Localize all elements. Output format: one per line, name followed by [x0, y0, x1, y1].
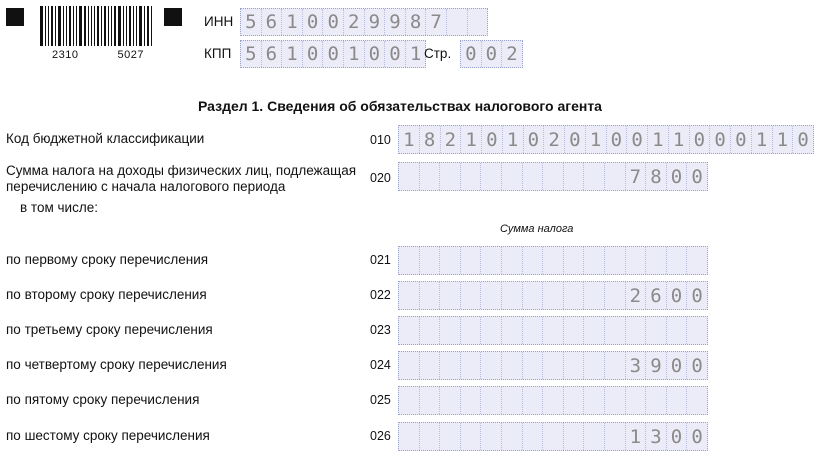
term-code-026: 026	[370, 429, 391, 443]
barcode-bar	[118, 6, 121, 46]
digit-cell: 0	[481, 41, 502, 67]
digit-cell: 0	[686, 163, 707, 190]
digit-cell	[501, 317, 522, 344]
term-label-025: по пятому сроку перечисления	[6, 392, 200, 407]
digit-cell	[625, 387, 646, 414]
barcode-bar	[84, 6, 86, 46]
digit-cell	[419, 387, 440, 414]
digit-cell: 0	[364, 41, 385, 67]
term-label-023: по третьему сроку перечисления	[6, 322, 213, 337]
digit-cell	[686, 317, 707, 344]
digit-cell: 1	[403, 128, 415, 151]
digit-cell	[480, 423, 501, 450]
digit-cell	[460, 282, 481, 309]
digit-cell: 0	[626, 126, 647, 153]
digit-cell: 0	[686, 423, 707, 450]
digit-cell	[583, 247, 604, 274]
digit-cell: 0	[666, 423, 687, 450]
page-label: Стр.	[424, 46, 452, 61]
digit-cell: 3	[645, 423, 666, 450]
digit-cell	[645, 387, 666, 414]
digit-cell: 0	[481, 126, 502, 153]
digit-cell	[563, 352, 584, 379]
digit-cell	[446, 9, 467, 35]
digit-cell	[501, 282, 522, 309]
digit-cell	[399, 317, 419, 344]
digit-cell	[563, 387, 584, 414]
digit-cell: 1	[585, 126, 606, 153]
barcode-bar	[76, 6, 77, 46]
digit-cell	[501, 163, 522, 190]
term-field-024[interactable]	[398, 351, 708, 380]
barcode-bar	[114, 6, 116, 46]
barcode-bar	[144, 6, 145, 46]
barcode-bar	[101, 6, 102, 46]
term-field-025[interactable]	[398, 386, 708, 415]
digit-cell	[604, 352, 625, 379]
digit-cell	[604, 163, 625, 190]
barcode-bar	[45, 6, 46, 46]
term-label-021: по первому сроку перечисления	[6, 252, 209, 267]
total-code: 020	[370, 171, 391, 185]
barcode-bar	[79, 6, 82, 46]
term-field-022[interactable]	[398, 281, 708, 310]
term-code-021: 021	[370, 253, 391, 267]
digit-cell	[501, 352, 522, 379]
barcode-digits-right: 5027	[117, 49, 144, 61]
barcode-bar	[104, 6, 106, 46]
kbk-code: 010	[370, 133, 391, 147]
digit-cell	[467, 9, 488, 35]
digit-cell	[460, 387, 481, 414]
including-label: в том числе:	[20, 200, 98, 215]
digit-cell	[399, 352, 419, 379]
digit-cell	[439, 163, 460, 190]
barcode-bar	[151, 6, 152, 46]
digit-cell: 0	[730, 126, 751, 153]
digit-cell	[501, 247, 522, 274]
digit-cell	[666, 247, 687, 274]
digit-cell: 6	[645, 282, 666, 309]
digit-cell: 0	[606, 126, 627, 153]
digit-cell: 0	[709, 126, 730, 153]
digit-cell	[604, 282, 625, 309]
digit-cell: 1	[625, 423, 646, 450]
digit-cell	[563, 247, 584, 274]
digit-cell: 0	[465, 43, 477, 65]
barcode-bar	[66, 6, 67, 46]
digit-cell: 1	[647, 126, 668, 153]
term-code-022: 022	[370, 288, 391, 302]
digit-cell	[604, 317, 625, 344]
digit-cell	[563, 282, 584, 309]
digit-cell: 7	[425, 9, 446, 35]
digit-cell: 2	[543, 126, 564, 153]
inn-label: ИНН	[204, 14, 234, 29]
digit-cell: 0	[564, 126, 585, 153]
barcode-digits	[52, 49, 144, 61]
digit-cell: 0	[792, 126, 813, 153]
digit-cell	[419, 282, 440, 309]
barcode-bar	[58, 6, 61, 46]
digit-cell: 1	[772, 126, 793, 153]
barcode-bar	[126, 6, 127, 46]
barcode	[40, 6, 154, 46]
digit-cell	[419, 317, 440, 344]
digit-cell	[460, 163, 481, 190]
digit-cell	[460, 423, 481, 450]
digit-cell	[686, 247, 707, 274]
digit-cell: 2	[343, 9, 364, 35]
digit-cell: 1	[281, 9, 302, 35]
digit-cell	[522, 423, 543, 450]
digit-cell	[522, 387, 543, 414]
digit-cell	[604, 247, 625, 274]
digit-cell	[501, 387, 522, 414]
barcode-bar	[111, 6, 112, 46]
term-label-026: по шестому сроку перечисления	[6, 428, 210, 443]
amount-heading: Сумма налога	[500, 223, 574, 235]
digit-cell	[542, 387, 563, 414]
digit-cell	[399, 247, 419, 274]
digit-cell	[522, 352, 543, 379]
term-field-026[interactable]	[398, 422, 708, 451]
digit-cell: 0	[302, 41, 323, 67]
digit-cell: 9	[364, 9, 385, 35]
digit-cell	[666, 317, 687, 344]
digit-cell: 1	[343, 41, 364, 67]
digit-cell	[460, 247, 481, 274]
digit-cell: 2	[625, 282, 646, 309]
barcode-bar	[69, 6, 71, 46]
digit-cell	[480, 352, 501, 379]
digit-cell	[583, 352, 604, 379]
digit-cell: 1	[502, 126, 523, 153]
digit-cell: 1	[281, 41, 302, 67]
digit-cell	[542, 317, 563, 344]
kpp-field[interactable]	[240, 40, 426, 68]
corner-marker-right	[164, 8, 182, 26]
digit-cell	[419, 423, 440, 450]
page-number-field[interactable]	[460, 40, 523, 68]
digit-cell: 8	[645, 163, 666, 190]
barcode-bar	[55, 6, 56, 46]
barcode-bar	[147, 6, 149, 46]
digit-cell	[460, 317, 481, 344]
barcode-bar	[129, 6, 131, 46]
digit-cell: 1	[751, 126, 772, 153]
digit-cell	[439, 352, 460, 379]
kbk-label: Код бюджетной классификации	[6, 131, 205, 146]
digit-cell	[439, 282, 460, 309]
digit-cell: 0	[322, 9, 343, 35]
digit-cell	[542, 423, 563, 450]
digit-cell: 0	[689, 126, 710, 153]
digit-cell: 0	[523, 126, 544, 153]
digit-cell: 1	[460, 126, 481, 153]
digit-cell: 9	[645, 352, 666, 379]
digit-cell: 5	[245, 11, 257, 33]
section-title: Раздел 1. Сведения об обязательствах налогового агента	[198, 98, 602, 114]
digit-cell: 7	[625, 163, 646, 190]
barcode-bar	[51, 6, 53, 46]
barcode-bar	[133, 6, 134, 46]
digit-cell: 0	[322, 41, 343, 67]
digit-cell: 8	[419, 126, 440, 153]
term-field-023[interactable]	[398, 316, 708, 345]
digit-cell	[604, 423, 625, 450]
digit-cell: 0	[384, 41, 405, 67]
digit-cell	[439, 423, 460, 450]
digit-cell	[563, 163, 584, 190]
barcode-bar	[48, 6, 49, 46]
term-code-024: 024	[370, 358, 391, 372]
digit-cell: 8	[405, 9, 426, 35]
digit-cell	[480, 163, 501, 190]
digit-cell	[645, 247, 666, 274]
digit-cell	[583, 282, 604, 309]
digit-cell	[399, 163, 419, 190]
barcode-bar	[73, 6, 74, 46]
digit-cell: 2	[501, 41, 522, 67]
barcode-bar	[139, 6, 142, 46]
digit-cell	[583, 423, 604, 450]
digit-cell	[666, 387, 687, 414]
digit-cell	[501, 423, 522, 450]
digit-cell: 6	[261, 9, 282, 35]
digit-cell: 0	[666, 352, 687, 379]
digit-cell	[563, 317, 584, 344]
kbk-field[interactable]	[398, 125, 814, 154]
digit-cell	[542, 163, 563, 190]
digit-cell	[686, 387, 707, 414]
digit-cell: 0	[666, 163, 687, 190]
digit-cell	[625, 247, 646, 274]
inn-field[interactable]	[240, 8, 488, 36]
digit-cell: 0	[686, 282, 707, 309]
digit-cell	[399, 282, 419, 309]
digit-cell: 2	[440, 126, 461, 153]
barcode-bar	[94, 6, 95, 46]
corner-marker-left	[6, 8, 24, 26]
term-label-024: по четвертому сроку перечисления	[6, 357, 227, 372]
barcode-bar	[97, 6, 100, 46]
digit-cell	[645, 317, 666, 344]
digit-cell	[399, 387, 419, 414]
total-label-line2: перечислению с начала налогового периода	[6, 179, 286, 194]
digit-cell: 1	[668, 126, 689, 153]
digit-cell: 0	[666, 282, 687, 309]
digit-cell	[399, 423, 419, 450]
digit-cell: 0	[302, 9, 323, 35]
digit-cell	[522, 282, 543, 309]
digit-cell	[522, 247, 543, 274]
term-code-025: 025	[370, 393, 391, 407]
digit-cell	[419, 163, 440, 190]
term-code-023: 023	[370, 323, 391, 337]
barcode-bar	[123, 6, 124, 46]
barcode-bar	[136, 6, 137, 46]
term-field-021[interactable]	[398, 246, 708, 275]
digit-cell: 0	[686, 352, 707, 379]
digit-cell: 3	[625, 352, 646, 379]
digit-cell	[419, 352, 440, 379]
digit-cell	[480, 247, 501, 274]
digit-cell	[583, 387, 604, 414]
digit-cell	[460, 352, 481, 379]
digit-cell	[480, 282, 501, 309]
digit-cell	[604, 387, 625, 414]
digit-cell	[480, 317, 501, 344]
digit-cell	[542, 282, 563, 309]
digit-cell	[583, 317, 604, 344]
digit-cell: 9	[384, 9, 405, 35]
digit-cell	[522, 317, 543, 344]
barcode-bar	[108, 6, 109, 46]
digit-cell	[439, 387, 460, 414]
term-label-022: по второму сроку перечисления	[6, 287, 207, 302]
digit-cell	[625, 317, 646, 344]
digit-cell	[563, 423, 584, 450]
digit-cell	[542, 352, 563, 379]
digit-cell	[419, 247, 440, 274]
barcode-bar	[63, 6, 64, 46]
digit-cell	[542, 247, 563, 274]
total-field[interactable]	[398, 162, 708, 191]
digit-cell	[583, 163, 604, 190]
digit-cell: 6	[261, 41, 282, 67]
barcode-digits-left: 2310	[52, 49, 79, 61]
digit-cell: 1	[405, 41, 426, 67]
barcode-bar	[91, 6, 92, 46]
digit-cell: 5	[245, 43, 257, 65]
total-label-line1: Сумма налога на доходы физических лиц, подлежащая	[6, 163, 357, 178]
kpp-label: КПП	[204, 46, 232, 61]
barcode-bar	[40, 6, 43, 46]
total-label	[6, 163, 356, 195]
digit-cell	[439, 317, 460, 344]
digit-cell	[522, 163, 543, 190]
digit-cell	[439, 247, 460, 274]
barcode-bar	[88, 6, 89, 46]
digit-cell	[480, 387, 501, 414]
